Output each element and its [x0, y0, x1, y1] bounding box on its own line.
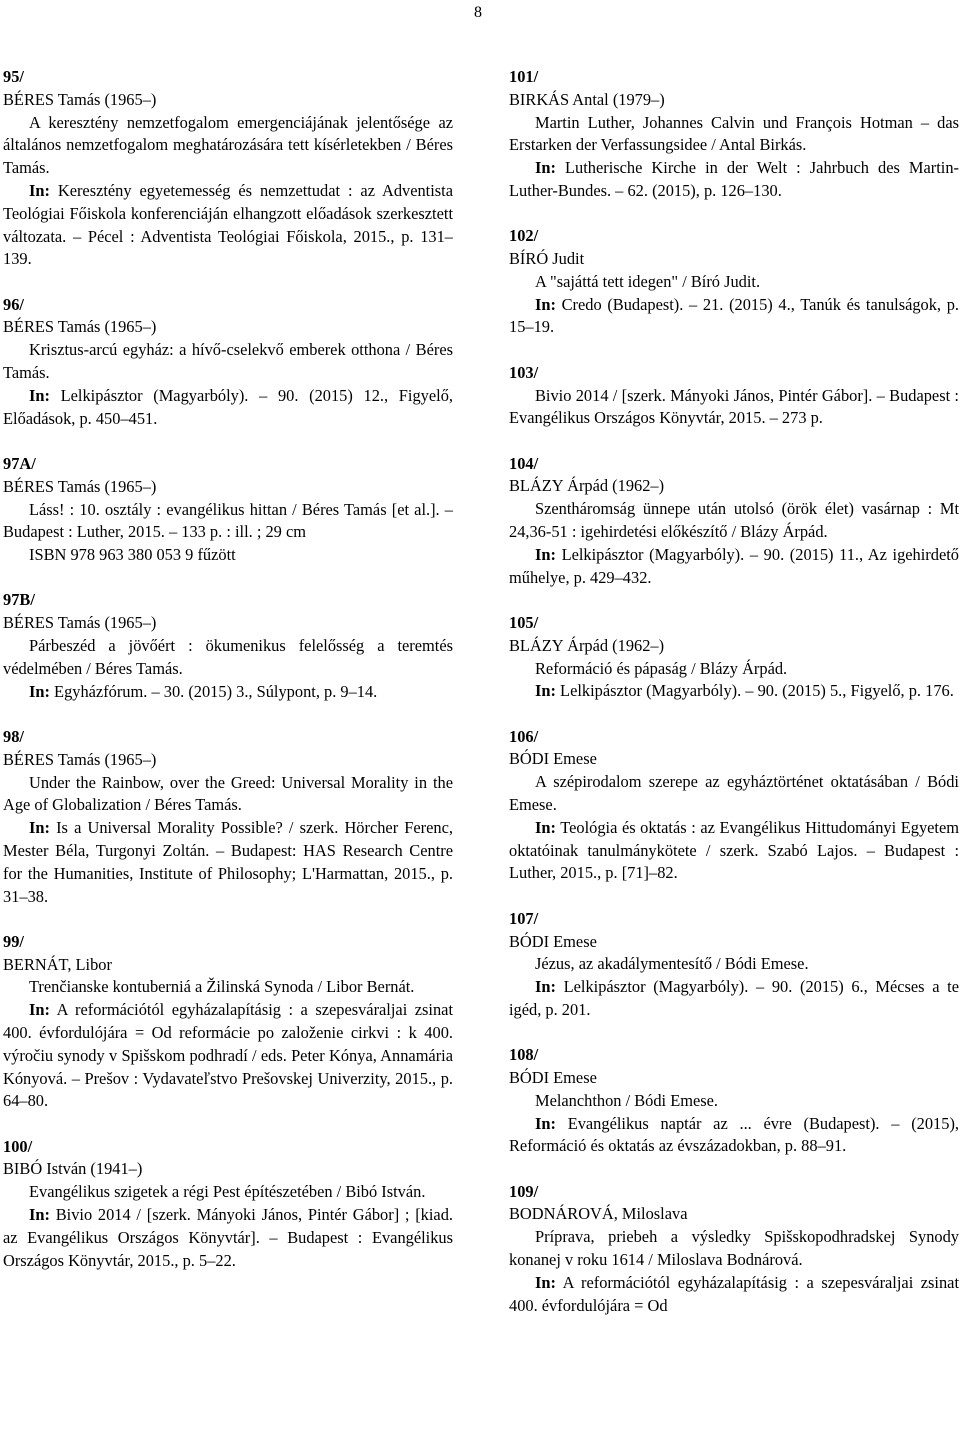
entry-title	[509, 771, 959, 817]
bibliography-entry	[3, 589, 453, 703]
entry-text: A szépirodalom szerepe az egyháztörténet oktatásában / Bódi Emese.	[509, 772, 959, 815]
entry-title	[3, 112, 453, 180]
entry-author: BÉRES Tamás (1965–)	[3, 613, 157, 633]
entry-source	[3, 1204, 453, 1272]
entry-number: 106/	[509, 726, 539, 746]
entry-title	[3, 339, 453, 385]
entry-number: 104/	[509, 453, 539, 473]
entry-title	[509, 271, 959, 294]
bibliography-entry	[3, 66, 453, 271]
in-label: In:	[29, 1205, 50, 1225]
entry-source	[509, 680, 959, 703]
in-label: In:	[535, 817, 556, 837]
bibliography-entry	[509, 612, 959, 703]
in-label: In:	[535, 977, 556, 997]
entry-text: A keresztény nemzetfogalom emergenciájának jelentősége az általános nemzetfogalom meghatározására tett kísérletekben / Béres Tamás.	[3, 112, 453, 178]
entry-title	[3, 976, 453, 999]
entry-text: Is a Universal Morality Possible? / szerk. Hörcher Ferenc, Mester Béla, Turgonyi Zoltán. – Budapest: HAS Research Centre for the Humanities, Institute of Philosophy; L'Harmattan, 2015., p. 31–38.	[3, 818, 453, 906]
in-label: In:	[535, 681, 556, 701]
entry-source	[509, 1113, 959, 1159]
entry-text: Keresztény egyetemesség és nemzettudat : az Adventista Teológiai Főiskola konferenciáján elhangzott előadások szerkesztett változata. – Pécel : Adventista Teológiai Főiskola, 2015., p. 131–139.	[3, 180, 453, 269]
in-label: In:	[535, 1272, 556, 1292]
entry-source	[3, 385, 453, 431]
page-number: 8	[474, 4, 482, 21]
in-label: In:	[535, 294, 556, 314]
bibliography-entry	[509, 1181, 959, 1318]
entry-number: 108/	[509, 1045, 539, 1065]
left-column	[3, 66, 453, 1295]
entry-author: BLÁZY Árpád (1962–)	[509, 476, 665, 496]
entry-title	[509, 953, 959, 976]
entry-title	[509, 658, 959, 681]
bibliography-entry	[509, 1044, 959, 1158]
entry-source	[509, 294, 959, 340]
entry-text: Under the Rainbow, over the Greed: Universal Morality in the Age of Globalization / Béres Tamás.	[3, 772, 453, 815]
entry-title	[509, 385, 959, 431]
entry-number: 103/	[509, 362, 539, 382]
entry-text: Credo (Budapest). – 21. (2015) 4., Tanúk és tanulságok, p. 15–19.	[509, 294, 959, 337]
entry-text: Evangélikus naptár az ... évre (Budapest). – (2015), Reformáció és oktatás az évszázadokban, p. 88–91.	[509, 1113, 959, 1156]
entry-text: Evangélikus szigetek a régi Pest építészetében / Bibó István.	[29, 1182, 426, 1202]
in-label: In:	[29, 385, 50, 405]
bibliography-entry	[509, 225, 959, 339]
entry-text: Reformáció és pápaság / Blázy Árpád.	[535, 658, 788, 678]
bibliography-entry	[3, 453, 453, 567]
entry-title	[509, 1090, 959, 1113]
entry-author: BÓDI Emese	[509, 749, 597, 769]
entry-text: Lelkipásztor (Magyarbóly). – 90. (2015) 6., Mécses a te igéd, p. 201.	[509, 977, 959, 1019]
entry-title	[3, 499, 453, 545]
entry-number: 98/	[3, 726, 24, 746]
entry-title	[509, 112, 959, 158]
entry-number: 99/	[3, 931, 24, 951]
bibliography-entry	[509, 908, 959, 1022]
bibliography-entry	[509, 66, 959, 203]
entry-number: 97A/	[3, 453, 36, 473]
entry-text: Teológia és oktatás : az Evangélikus Hittudományi Egyetem oktatóinak tanulmánykötete / szerk. Szabó Lajos. – Budapest : Luther, 2015., p. [71]–82.	[509, 817, 959, 883]
entry-author: BÓDI Emese	[509, 1067, 597, 1087]
bibliography-entry	[509, 453, 959, 590]
entry-text: Egyházfórum. – 30. (2015) 3., Súlypont, p. 9–14.	[49, 681, 378, 701]
entry-source	[509, 1272, 959, 1318]
entry-title	[3, 772, 453, 818]
bibliography-entry	[509, 362, 959, 430]
entry-author: BÉRES Tamás (1965–)	[3, 317, 157, 337]
entry-title	[3, 1181, 453, 1204]
entry-number: 109/	[509, 1181, 539, 1201]
in-label: In:	[535, 158, 556, 178]
entry-text: Príprava, priebeh a výsledky Spišskopodhradskej Synody konanej v roku 1614 / Miloslava Bodnárová.	[509, 1227, 959, 1270]
entry-title	[3, 544, 453, 567]
entry-text: A "sajáttá tett idegen" / Bíró Judit.	[535, 271, 761, 291]
in-label: In:	[535, 1113, 556, 1133]
entry-source	[509, 976, 959, 1022]
entry-source	[509, 157, 959, 203]
entry-number: 95/	[3, 67, 24, 86]
entry-source	[509, 817, 959, 885]
entry-source	[509, 544, 959, 590]
entry-text: A reformációtól egyházalapításig : a szepesváraljai zsinat 400. évfordulójára = Od reformácie po založenie cirkvi : k 400. výročiu synody v Spišskom podhradí / eds. Peter Kónya, Annamária Kónyová. – Prešov : Vydavateľstvo Prešovskej Univerzity, 2015., p. 64–80.	[3, 1000, 453, 1111]
bibliography-entry	[3, 1136, 453, 1273]
entry-source	[3, 681, 453, 704]
entry-text: Jézus, az akadálymentesítő / Bódi Emese.	[535, 954, 809, 974]
bibliography-entry	[3, 726, 453, 908]
entry-author: BLÁZY Árpád (1962–)	[509, 635, 665, 655]
in-label: In:	[29, 180, 50, 200]
bibliography-entry	[3, 931, 453, 1113]
entry-author: BÓDI Emese	[509, 931, 597, 951]
entry-number: 100/	[3, 1136, 33, 1156]
entry-text: Lelkipásztor (Magyarbóly). – 90. (2015) 11., Az igehirdető műhelye, p. 429–432.	[509, 544, 959, 587]
entry-number: 105/	[509, 612, 539, 632]
entry-text: Krisztus-arcú egyház: a hívő-cselekvő emberek otthona / Béres Tamás.	[3, 340, 453, 383]
entry-title	[509, 498, 959, 544]
entry-text: Szentháromság ünnepe után utolsó (örök élet) vasárnap : Mt 24,36-51 : igehirdetési előkészítő / Blázy Árpád.	[509, 499, 959, 542]
entry-author: BÍRÓ Judit	[509, 249, 585, 269]
bibliography-entry	[3, 294, 453, 431]
entry-text: A reformációtól egyházalapításig : a szepesváraljai zsinat 400. évfordulójára = Od	[509, 1272, 959, 1315]
entry-source	[3, 180, 453, 271]
entry-author: BODNÁROVÁ, Miloslava	[509, 1204, 688, 1224]
entry-text: Lelkipásztor (Magyarbóly). – 90. (2015) 5., Figyelő, p. 176.	[555, 681, 954, 701]
entry-number: 97B/	[3, 590, 35, 610]
entry-author: BÉRES Tamás (1965–)	[3, 89, 157, 109]
entry-text: Trenčianske kontuberniá a Žilinská Synoda / Libor Bernát.	[29, 977, 415, 997]
entry-text: Melanchthon / Bódi Emese.	[535, 1090, 718, 1110]
right-column	[509, 66, 959, 1340]
entry-text: Bivio 2014 / [szerk. Mányoki János, Pintér Gábor]. – Budapest : Evangélikus Országos Könyvtár, 2015. – 273 p.	[509, 385, 959, 428]
entry-text: Láss! : 10. osztály : evangélikus hittan / Béres Tamás [et al.]. – Budapest : Luther, 2015. – 133 p. : ill. ; 29 cm	[3, 499, 453, 542]
entry-author: BIRKÁS Antal (1979–)	[509, 89, 665, 109]
entry-number: 101/	[509, 67, 539, 86]
entry-title	[3, 635, 453, 681]
entry-source	[3, 999, 453, 1113]
entry-text: Lelkipásztor (Magyarbóly). – 90. (2015) 12., Figyelő, Előadások, p. 450–451.	[3, 385, 453, 428]
entry-author: BERNÁT, Libor	[3, 954, 112, 974]
entry-number: 102/	[509, 226, 539, 246]
entry-text: ISBN 978 963 380 053 9 fűzött	[29, 545, 236, 565]
in-label: In:	[535, 544, 556, 564]
entry-source	[3, 817, 453, 908]
entry-author: BIBÓ István (1941–)	[3, 1159, 143, 1179]
entry-text: Lutherische Kirche in der Welt : Jahrbuch des Martin-Luther-Bundes. – 62. (2015), p. 126–130.	[509, 158, 959, 200]
in-label: In:	[29, 681, 50, 701]
in-label: In:	[29, 1000, 50, 1020]
entry-number: 107/	[509, 908, 539, 928]
entry-author: BÉRES Tamás (1965–)	[3, 749, 157, 769]
in-label: In:	[29, 818, 50, 838]
entry-text: Párbeszéd a jövőért : ökumenikus felelősség a teremtés védelmében / Béres Tamás.	[3, 636, 453, 678]
entry-number: 96/	[3, 294, 24, 314]
entry-text: Bivio 2014 / [szerk. Mányoki János, Pintér Gábor] ; [kiad. az Evangélikus Országos Könyvtár]. – Budapest : Evangélikus Országos Könyvtár, 2015., p. 5–22.	[3, 1205, 453, 1270]
bibliography-entry	[509, 726, 959, 886]
entry-text: Martin Luther, Johannes Calvin und François Hotman – das Erstarken der Verfassungsidee / Antal Birkás.	[509, 112, 959, 155]
entry-author: BÉRES Tamás (1965–)	[3, 476, 157, 496]
entry-title	[509, 1226, 959, 1272]
